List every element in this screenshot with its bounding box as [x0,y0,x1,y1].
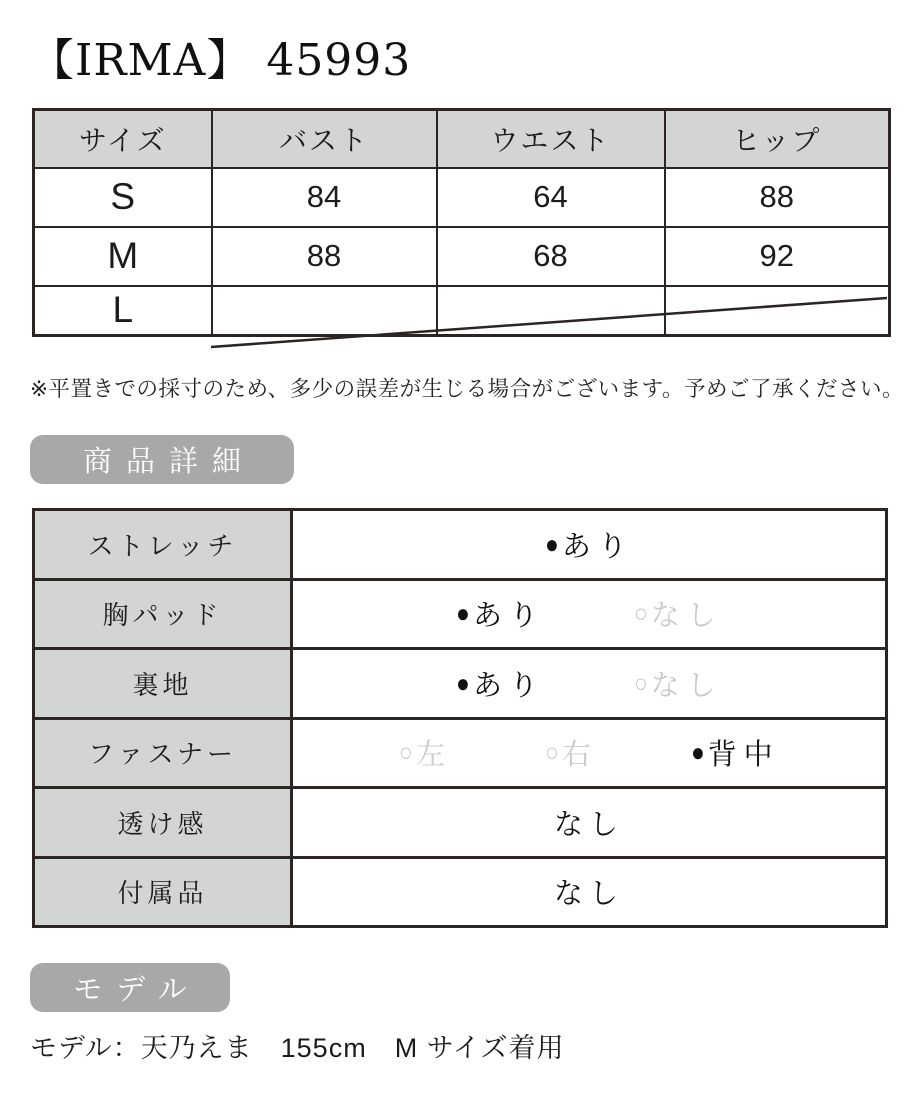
size-row-l [34,286,890,336]
detail-row-accessories [34,857,887,927]
row-label: ストレッチ [34,510,292,580]
size-row-m [34,227,890,286]
row-value: なし [292,857,887,927]
option-label: あり [472,669,545,702]
bust-value [212,286,437,336]
option-group [293,593,885,634]
size-table [32,108,888,337]
option-selected [455,663,545,704]
section-heading-product-details [30,435,294,484]
option-label: あり [472,600,545,633]
empty-circle-icon: ○ [633,598,648,629]
option-label: なし [650,669,723,702]
bust-value: 88 [212,227,437,286]
option-label: 右 [561,739,598,772]
detail-row-zipper [34,718,887,788]
option-unselected [633,663,723,704]
detail-table [32,508,888,928]
option-selected [544,524,634,565]
header-bust: バスト [212,110,437,168]
header-waist: ウエスト [437,110,665,168]
option-group [293,732,885,773]
section-heading-label: モデル [73,974,201,1006]
bust-value: 84 [212,168,437,227]
option-group [293,663,885,704]
row-label: 透け感 [34,788,292,858]
detail-row-chest-pad [34,579,887,649]
option-label: 左 [416,739,453,772]
hip-value: 92 [665,227,890,286]
section-heading-label: 商品詳細 [82,446,255,478]
detail-row-stretch [34,510,887,580]
hip-value: 88 [665,168,890,227]
waist-value: 68 [437,227,665,286]
option-selected [690,732,780,773]
hip-value [665,286,890,336]
option-group [293,524,885,565]
measurement-disclaimer: ※平置きでの採寸のため、多少の誤差が生じる場合がございます。予めご了承ください。 [30,377,904,401]
header-hip: ヒップ [665,110,890,168]
size-label: L [34,286,212,336]
detail-row-sheerness [34,788,887,858]
empty-circle-icon: ○ [545,737,559,768]
waist-value [437,286,665,336]
option-label: 背中 [707,739,780,772]
filled-circle-icon: ● [456,667,471,698]
row-label: 胸パッド [34,579,292,649]
detail-row-lining [34,649,887,719]
size-label: M [34,227,212,286]
empty-circle-icon: ○ [399,737,414,768]
header-size: サイズ [34,110,212,168]
waist-value: 64 [437,168,665,227]
size-table-header-row [34,110,890,168]
empty-circle-icon: ○ [633,667,648,698]
model-info: モデル：天乃えま 155cm M サイズ着用 [30,1033,565,1063]
filled-circle-icon: ● [690,737,705,768]
option-unselected [633,593,723,634]
section-heading-model [30,963,230,1012]
option-selected [455,593,545,634]
page-title: 【IRMA】 45993 [30,35,412,86]
row-label: 裏地 [34,649,292,719]
option-label: なし [650,600,723,633]
filled-circle-icon: ● [545,528,559,559]
size-label: S [34,168,212,227]
option-unselected [544,732,598,773]
row-label: 付属品 [34,857,292,927]
option-unselected [398,732,452,773]
filled-circle-icon: ● [456,598,471,629]
option-label: あり [561,530,634,563]
row-value: なし [292,788,887,858]
size-row-s [34,168,890,227]
row-label: ファスナー [34,718,292,788]
